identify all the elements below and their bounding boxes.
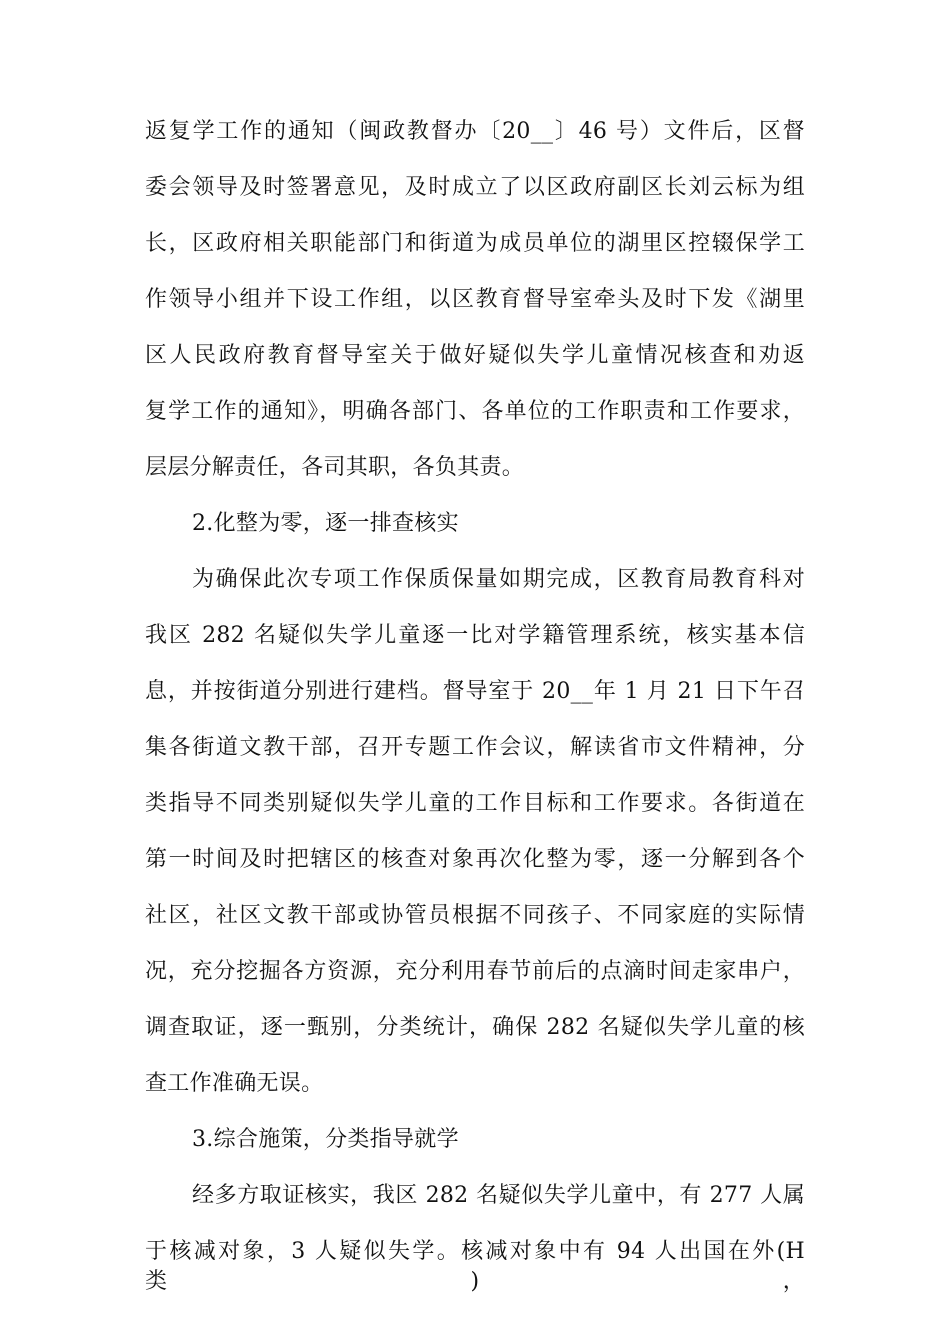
paragraph-line: 层层分解责任，各司其职，各负其责。 xyxy=(145,455,525,480)
section-heading: 3.综合施策，分类指导就学 xyxy=(192,1127,459,1152)
section-heading: 2.化整为零，逐一排查核实 xyxy=(192,511,459,536)
paragraph-line: 为确保此次专项工作保质保量如期完成，区教育局教育科对 xyxy=(192,567,805,592)
paragraph-line: 况，充分挖掘各方资源，充分利用春节前后的点滴时间走家串户， xyxy=(145,959,805,984)
paragraph-line: 经多方取证核实，我区 282 名疑似失学儿童中，有 277 人属 xyxy=(192,1183,805,1208)
paragraph-line: 区人民政府教育督导室关于做好疑似失学儿童情况核查和劝返 xyxy=(145,343,805,368)
paragraph-line: 作领导小组并下设工作组，以区教育督导室牵头及时下发《湖里 xyxy=(145,287,805,312)
paragraph-line: 调查取证，逐一甄别，分类统计，确保 282 名疑似失学儿童的核 xyxy=(145,1015,805,1040)
paragraph-line: 集各街道文教干部，召开专题工作会议，解读省市文件精神，分 xyxy=(145,735,805,760)
paragraph-line: 于核减对象，3 人疑似失学。核减对象中有 94 人出国在外(H 类)， xyxy=(145,1239,805,1294)
paragraph-line: 委会领导及时签署意见，及时成立了以区政府副区长刘云标为组 xyxy=(145,175,805,200)
paragraph-line: 查工作准确无误。 xyxy=(145,1071,324,1096)
paragraph-line: 类指导不同类别疑似失学儿童的工作目标和工作要求。各街道在 xyxy=(145,791,805,816)
paragraph-line: 第一时间及时把辖区的核查对象再次化整为零，逐一分解到各个 xyxy=(145,847,805,872)
paragraph-line: 复学工作的通知》，明确各部门、各单位的工作职责和工作要求， xyxy=(145,399,805,424)
paragraph-line: 息，并按街道分别进行建档。督导室于 20__年 1 月 21 日下午召 xyxy=(145,679,805,704)
paragraph-line: 社区，社区文教干部或协管员根据不同孩子、不同家庭的实际情 xyxy=(145,903,805,928)
paragraph-line: 返复学工作的通知（闽政教督办〔20__〕46 号）文件后，区督 xyxy=(145,119,805,144)
paragraph-line: 我区 282 名疑似失学儿童逐一比对学籍管理系统，核实基本信 xyxy=(145,623,805,648)
paragraph-line: 长，区政府相关职能部门和街道为成员单位的湖里区控辍保学工 xyxy=(145,231,805,256)
